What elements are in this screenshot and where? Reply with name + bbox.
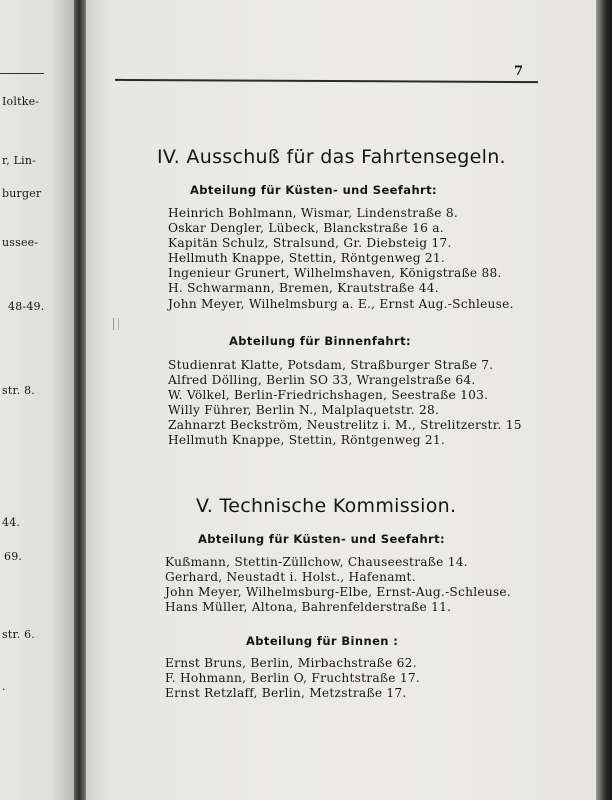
- left-page-margin: [0, 0, 74, 800]
- member-entry: Hellmuth Knappe, Stettin, Röntgenweg 21.: [168, 251, 446, 266]
- member-entry: Studienrat Klatte, Potsdam, Straßburger Straße 7.: [168, 358, 494, 372]
- section-title: IV. Ausschuß für das Fahrtensegeln.: [157, 146, 506, 168]
- member-entry: Alfred Dölling, Berlin SO 33, Wrangelstraße 64.: [168, 373, 476, 388]
- left-page-fragment: 69.: [4, 550, 23, 563]
- left-page-fragment: Ioltke-: [2, 95, 40, 108]
- member-entry: Oskar Dengler, Lübeck, Blanckstraße 16 a.: [168, 221, 444, 236]
- left-page-fragment: 44.: [2, 516, 21, 529]
- member-entry: Hans Müller, Altona, Bahrenfelderstraße 11.: [165, 600, 452, 615]
- left-page-fragment: str. 6.: [2, 628, 36, 641]
- member-list: [168, 206, 514, 312]
- left-page-fragment: str. 8.: [2, 384, 36, 397]
- left-page-fragment: 48-49.: [8, 300, 45, 313]
- section-title: V. Technische Kommission.: [196, 495, 457, 517]
- member-entry: Hellmuth Knappe, Stettin, Röntgenweg 21.: [168, 433, 446, 448]
- subsection-heading: Abteilung für Binnenfahrt:: [229, 334, 411, 348]
- left-page-rule: [0, 73, 44, 74]
- left-page-fragment: ussee-: [2, 236, 39, 249]
- member-entry: Gerhard, Neustadt i. Holst., Hafenamt.: [165, 570, 416, 585]
- member-list: [168, 358, 522, 449]
- member-entry: John Meyer, Wilhelmsburg-Elbe, Ernst-Aug.-Schleuse.: [165, 585, 512, 600]
- book-gutter: [74, 0, 86, 800]
- left-page-fragment: r, Lin-: [2, 154, 37, 167]
- print-mark: [113, 318, 119, 330]
- left-page-fragment: burger: [2, 187, 42, 200]
- member-entry: F. Hohmann, Berlin O, Fruchtstraße 17.: [165, 671, 420, 686]
- page-number: 7: [514, 64, 524, 79]
- member-entry: H. Schwarmann, Bremen, Krautstraße 44.: [168, 281, 439, 296]
- member-entry: Kapitän Schulz, Stralsund, Gr. Diebsteig 17.: [168, 236, 452, 251]
- member-list: [165, 555, 511, 615]
- page-edge-shadow: [596, 0, 612, 800]
- member-entry: W. Völkel, Berlin-Friedrichshagen, Seestraße 103.: [168, 388, 489, 403]
- member-entry: John Meyer, Wilhelmsburg a. E., Ernst Aug.-Schleuse.: [168, 296, 514, 311]
- member-entry: Ernst Retzlaff, Berlin, Metzstraße 17.: [165, 686, 407, 701]
- member-entry: Ingenieur Grunert, Wilhelmshaven, Königstraße 88.: [168, 266, 502, 281]
- member-entry: Kußmann, Stettin-Züllchow, Chauseestraße 14.: [165, 555, 468, 569]
- subsection-heading: Abteilung für Küsten- und Seefahrt:: [190, 183, 437, 197]
- member-entry: Heinrich Bohlmann, Wismar, Lindenstraße 8.: [168, 206, 458, 220]
- member-entry: Ernst Bruns, Berlin, Mirbachstraße 62.: [165, 656, 417, 670]
- subsection-heading: Abteilung für Küsten- und Seefahrt:: [198, 532, 445, 546]
- left-page-fragment: .: [2, 680, 6, 693]
- member-list: [165, 656, 420, 701]
- member-entry: Zahnarzt Beckström, Neustrelitz i. M., Strelitzerstr. 15: [168, 418, 522, 433]
- subsection-heading: Abteilung für Binnen :: [246, 634, 399, 648]
- member-entry: Willy Führer, Berlin N., Malplaquetstr. 28.: [168, 403, 440, 418]
